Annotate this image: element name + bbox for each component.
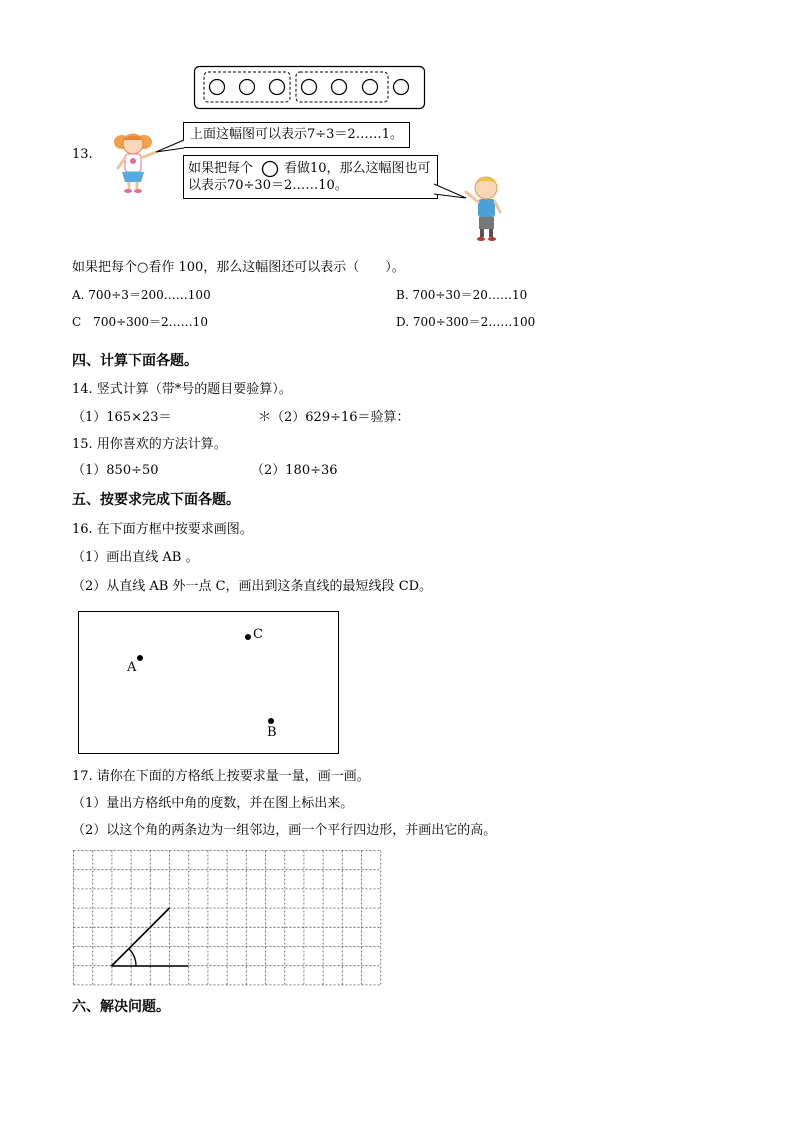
point-b-label: B xyxy=(267,725,277,740)
section-6-title: 六、解决问题。 xyxy=(72,999,170,1015)
q16-part2: （2）从直线 AB 外一点 C，画出到这条直线的最短线段 CD。 xyxy=(72,579,433,594)
q15-part2: （2）180÷36 xyxy=(251,463,338,478)
grid-paper[interactable] xyxy=(73,850,383,986)
bubble-boy-text-part1: 如果把每个 xyxy=(188,161,254,176)
angle-figure xyxy=(112,908,189,966)
boy-illustration xyxy=(462,172,512,242)
q15-stem: 15. 用你喜欢的方法计算。 xyxy=(72,437,227,452)
q17-part1: （1）量出方格纸中角的度数，并在图上标出来。 xyxy=(72,796,354,811)
q14-stem: 14. 竖式计算（带*号的题目要验算）。 xyxy=(72,382,292,397)
girl-illustration xyxy=(106,130,162,194)
section-4-title: 四、计算下面各题。 xyxy=(72,353,198,369)
q13-option-b[interactable]: B. 700÷30＝20……10 xyxy=(396,288,528,302)
point-a-label: A xyxy=(127,660,137,675)
q13-option-d[interactable]: D. 700÷300＝2……100 xyxy=(396,315,536,329)
q15-part1: （1）850÷50 xyxy=(72,463,159,478)
q16-stem: 16. 在下面方框中按要求画图。 xyxy=(72,522,253,537)
q14-part1: （1）165×23＝ xyxy=(72,410,172,425)
q13-option-c[interactable]: C 700÷300＝2……10 xyxy=(72,315,208,329)
bubble-boy-text-line2: 以表示70÷30＝2……10。 xyxy=(188,178,348,193)
circle-icon xyxy=(261,160,279,178)
q16-part1: （1）画出直线 AB 。 xyxy=(72,550,199,565)
q13-option-a[interactable]: A. 700÷3＝200……100 xyxy=(72,288,211,302)
point-a xyxy=(137,655,143,661)
section-5-title: 五、按要求完成下面各题。 xyxy=(72,492,240,508)
circle-groups-diagram xyxy=(194,66,426,110)
point-b xyxy=(268,718,274,724)
q17-stem: 17. 请你在下面的方格纸上按要求量一量，画一画。 xyxy=(72,769,370,784)
q13-number: 13. xyxy=(72,147,93,162)
bubble-girl-text: 上面这幅图可以表示7÷3＝2……1。 xyxy=(190,127,403,142)
bubble-pointer-left xyxy=(156,140,186,156)
point-c-label: C xyxy=(253,627,263,642)
q13-question: 如果把每个○看作 100，那么这幅图还可以表示（ ）。 xyxy=(72,260,405,275)
bubble-boy-text-part2: 看做10，那么这幅图也可 xyxy=(284,161,431,176)
point-c xyxy=(245,634,251,640)
q14-part2: ＊（2）629÷16＝验算： xyxy=(258,410,410,425)
q17-part2: （2）以这个角的两条边为一组邻边，画一个平行四边形，并画出它的高。 xyxy=(72,823,497,838)
q16-points xyxy=(78,611,338,753)
